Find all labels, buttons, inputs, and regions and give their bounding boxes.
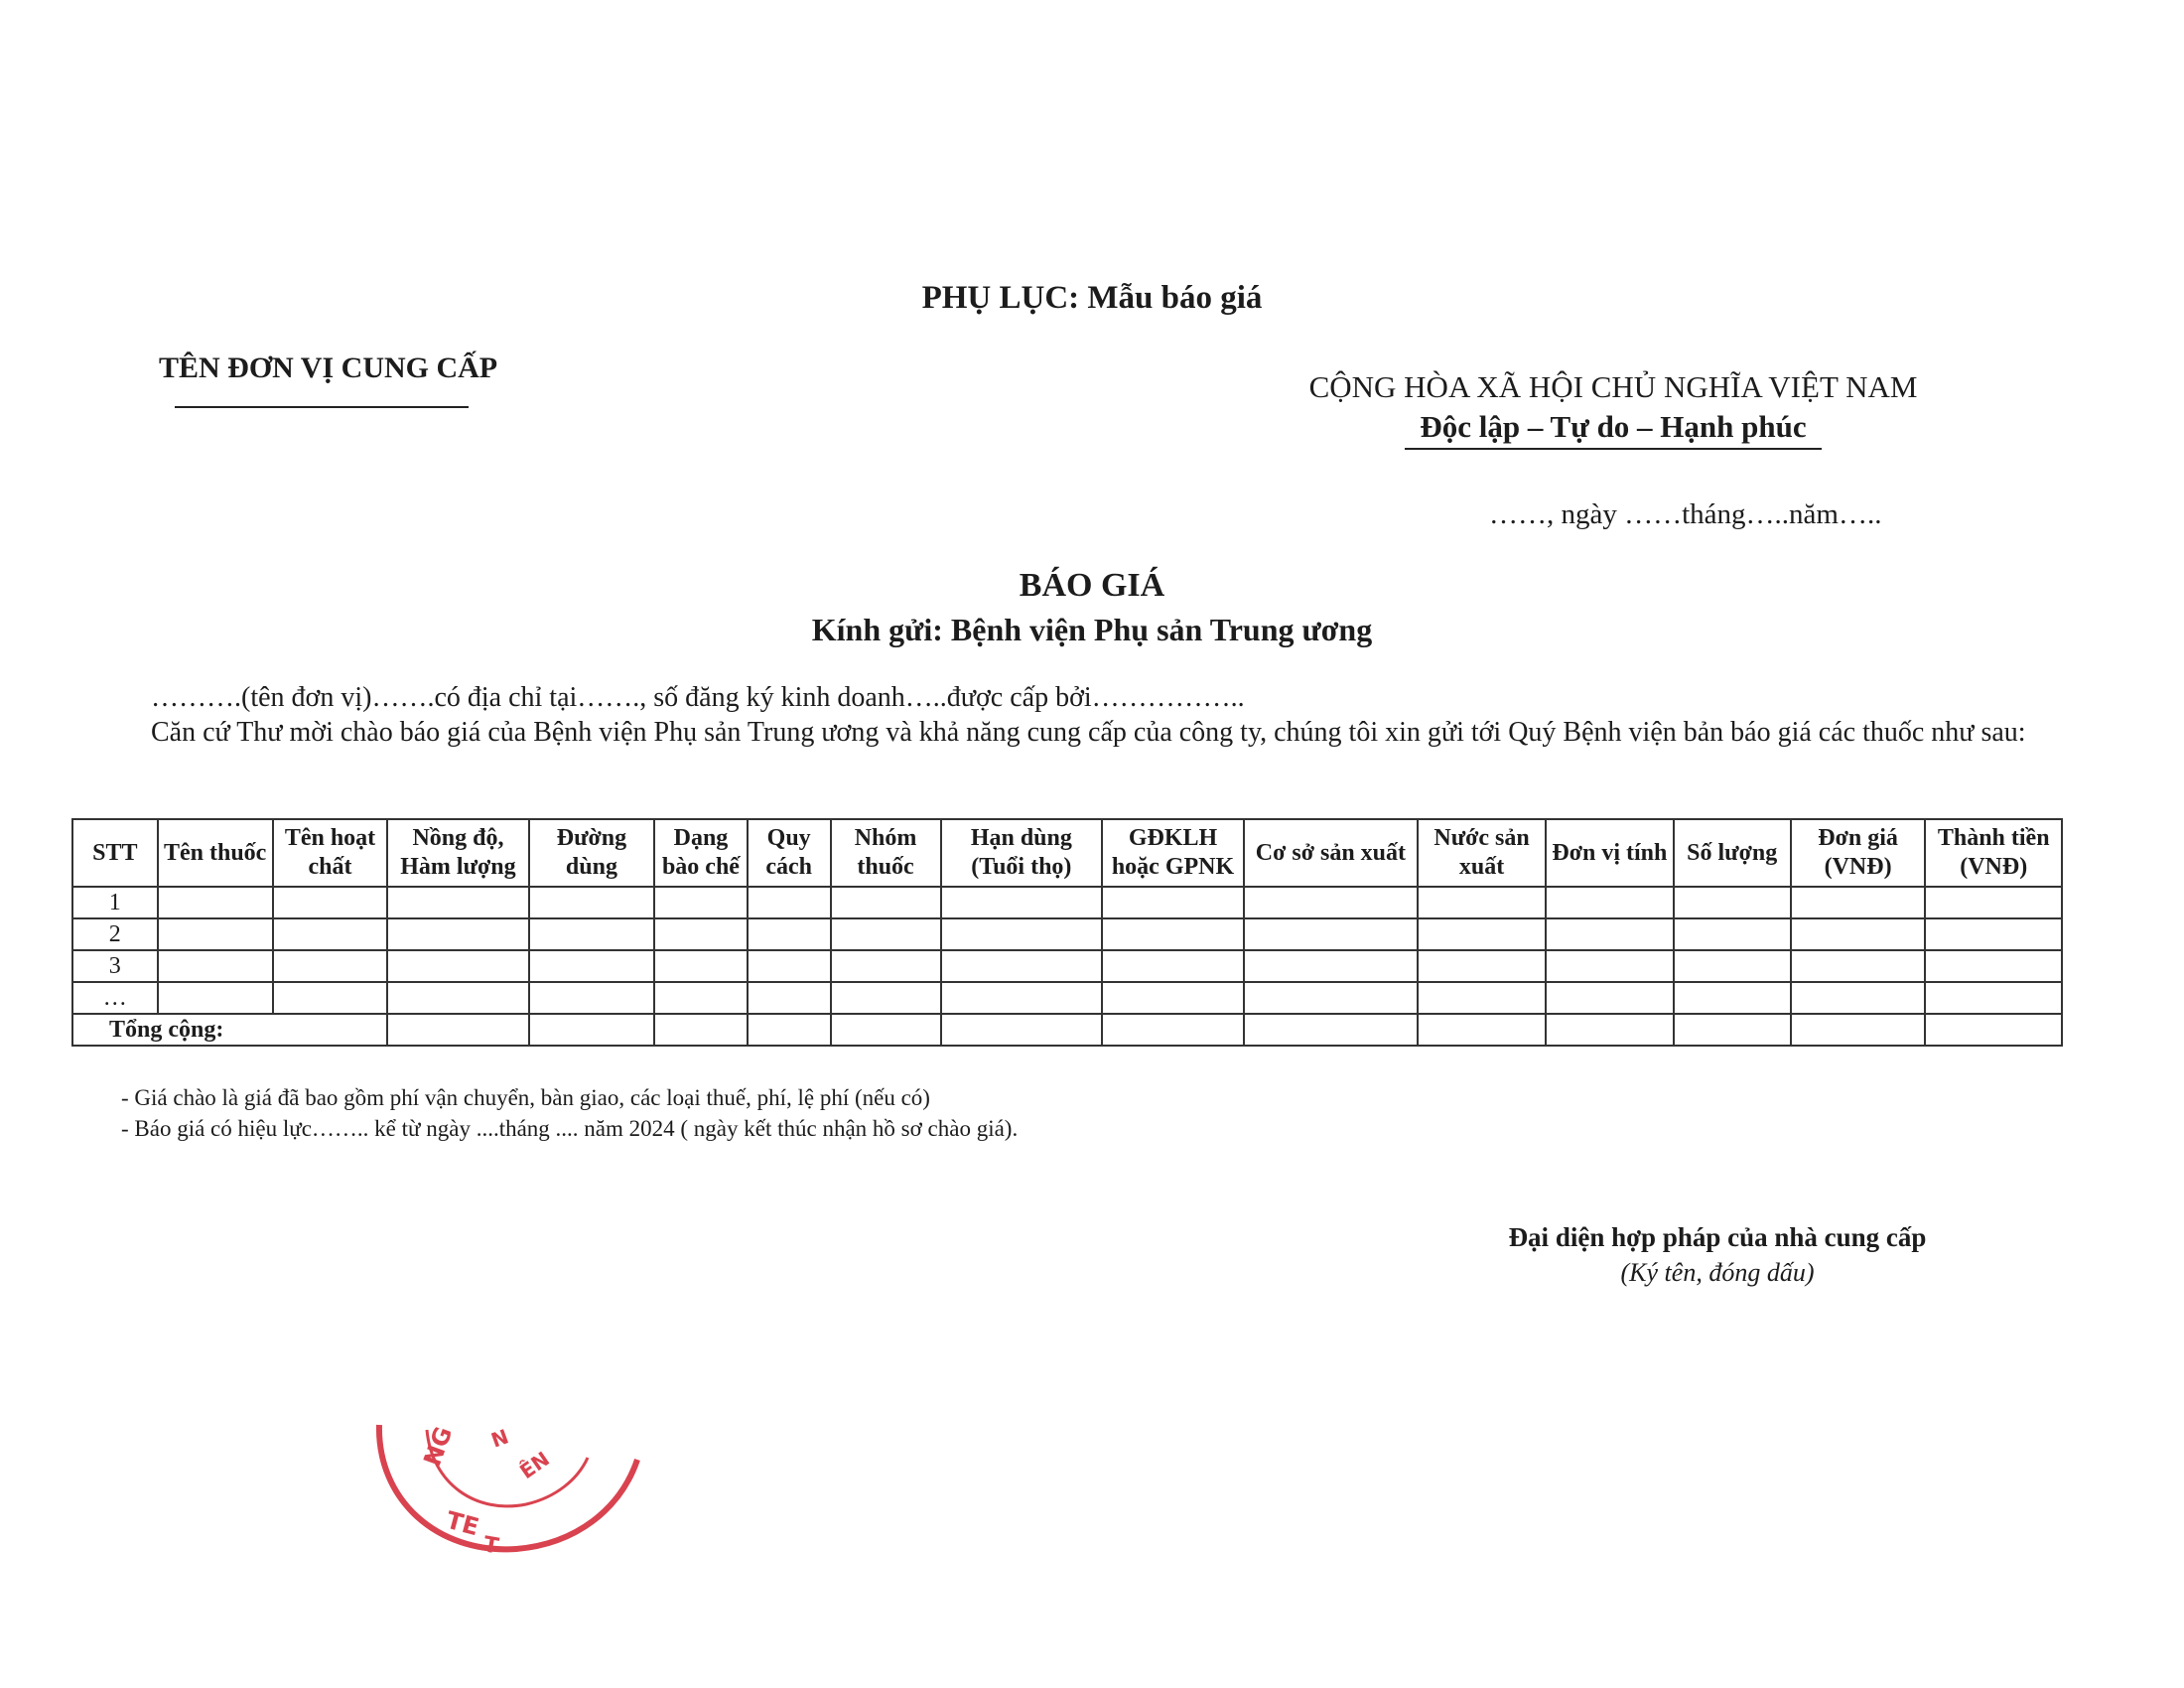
national-motto: Độc lập – Tự do – Hạnh phúc bbox=[1420, 409, 1807, 444]
total-label: Tổng cộng: bbox=[72, 1014, 387, 1046]
stamp-fragment: T bbox=[480, 1532, 501, 1560]
quote-heading bbox=[0, 564, 2184, 651]
red-stamp-icon bbox=[367, 1390, 655, 1589]
notes bbox=[121, 1082, 1018, 1144]
header-so-luong: Số lượng bbox=[1674, 819, 1791, 887]
header-ten-hoat-chat: Tên hoạt chất bbox=[273, 819, 387, 887]
header-thanh-tien: Thành tiền (VNĐ) bbox=[1925, 819, 2062, 887]
table-row bbox=[72, 887, 2062, 918]
header-ten-thuoc: Tên thuốc bbox=[158, 819, 273, 887]
nation-name: CỘNG HÒA XÃ HỘI CHỦ NGHĨA VIỆT NAM bbox=[1308, 369, 1918, 404]
national-header bbox=[1221, 369, 2005, 445]
header-don-vi-tinh: Đơn vị tính bbox=[1546, 819, 1673, 887]
table-row bbox=[72, 982, 2062, 1014]
table-row bbox=[72, 950, 2062, 982]
header-stt: STT bbox=[72, 819, 158, 887]
supplier-name: TÊN ĐƠN VỊ CUNG CẤP bbox=[159, 352, 498, 384]
signature-block bbox=[1320, 1219, 2115, 1291]
total-row bbox=[72, 1014, 2062, 1046]
header-dang-bao-che: Dạng bào chế bbox=[654, 819, 748, 887]
quote-table bbox=[71, 818, 2063, 1047]
table-header-row bbox=[72, 819, 2062, 887]
header-nong-do: Nồng độ, Hàm lượng bbox=[387, 819, 529, 887]
header-duong-dung: Đường dùng bbox=[529, 819, 654, 887]
row-number: 2 bbox=[72, 918, 158, 950]
intro-paragraph bbox=[151, 680, 2037, 750]
stamp-fragment: N bbox=[487, 1424, 512, 1453]
recipient-line: Kính gửi: Bệnh viện Phụ sản Trung ương bbox=[811, 612, 1373, 647]
quote-title: BÁO GIÁ bbox=[1019, 567, 1165, 604]
date-line: ……, ngày ……tháng…..năm….. bbox=[1489, 498, 1882, 530]
stamp-fragment: TE bbox=[443, 1505, 482, 1542]
signature-title: Đại diện hợp pháp của nhà cung cấp bbox=[1508, 1222, 1927, 1252]
header-han-dung: Hạn dùng (Tuổi thọ) bbox=[941, 819, 1103, 887]
header-nhom-thuoc: Nhóm thuốc bbox=[831, 819, 941, 887]
header-nuoc-san-xuat: Nước sản xuất bbox=[1418, 819, 1546, 887]
note-item: - Giá chào là giá đã bao gồm phí vận chuyển, bàn giao, các loại thuế, phí, lệ phí (nếu có) bbox=[121, 1085, 930, 1110]
intro-line-2: Căn cứ Thư mời chào báo giá của Bệnh viện Phụ sản Trung ương và khả năng cung cấp của công ty, chúng tôi xin gửi tới Quý Bệnh viện bản báo giá các thuốc như sau: bbox=[151, 717, 2026, 748]
header-co-so-san-xuat: Cơ sở sản xuất bbox=[1244, 819, 1418, 887]
header-quy-cach: Quy cách bbox=[748, 819, 831, 887]
appendix-title: PHỤ LỤC: Mẫu báo giá bbox=[921, 280, 1263, 316]
header-gdklh: GĐKLH hoặc GPNK bbox=[1102, 819, 1244, 887]
stamp-fragment: ÊN bbox=[515, 1446, 554, 1484]
row-number: 1 bbox=[72, 887, 158, 918]
supplier-underline bbox=[175, 406, 469, 408]
stamp-fragment: NG bbox=[418, 1423, 459, 1471]
note-item: - Báo giá có hiệu lực…….. kể từ ngày ....tháng .... năm 2024 ( ngày kết thúc nhận hồ sơ chào giá). bbox=[121, 1116, 1019, 1141]
row-number: … bbox=[72, 982, 158, 1014]
motto-underline bbox=[1405, 448, 1822, 450]
intro-line-1: ……….(tên đơn vị)…….có địa chỉ tại……., số đăng ký kinh doanh…..được cấp bởi…………….. bbox=[151, 682, 1245, 713]
header-don-gia: Đơn giá (VNĐ) bbox=[1791, 819, 1926, 887]
row-number: 3 bbox=[72, 950, 158, 982]
signature-note: (Ký tên, đóng dấu) bbox=[1620, 1258, 1815, 1287]
table-row bbox=[72, 918, 2062, 950]
